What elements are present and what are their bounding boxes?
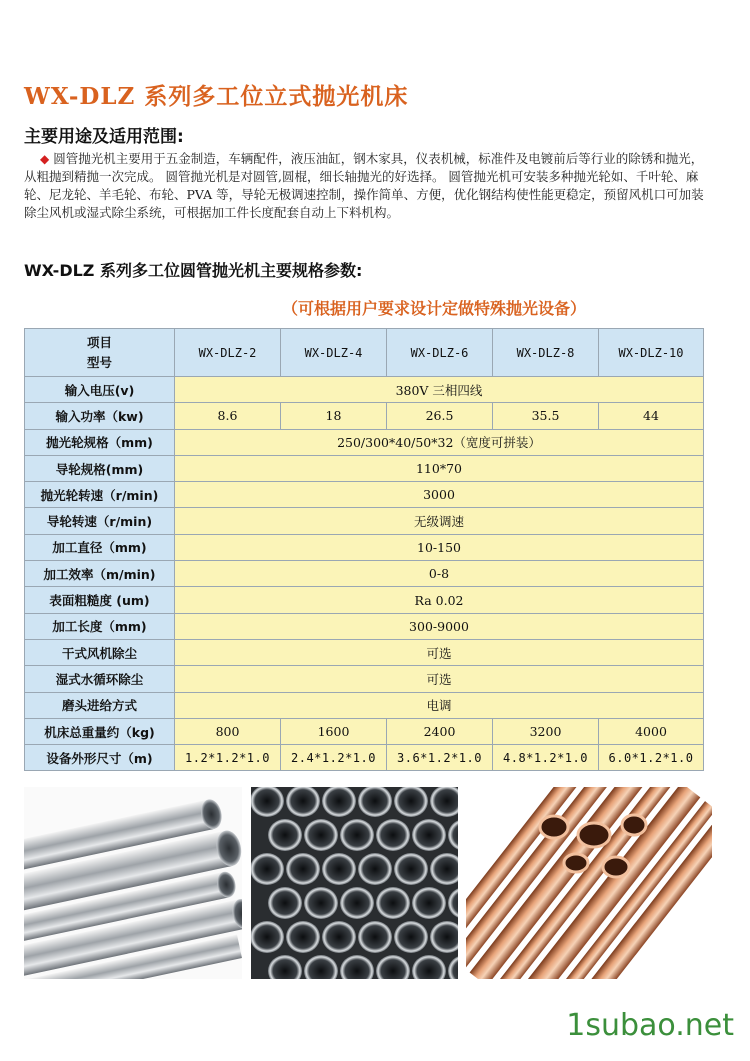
custom-design-note: （可根据用户要求设计定做特殊抛光设备）	[282, 299, 587, 318]
page-title: WX-DLZ 系列多工位立式抛光机床	[24, 83, 409, 110]
spec-row	[25, 534, 704, 560]
spec-value-cell: 300-9000	[175, 613, 704, 639]
site-watermark: 1subao.net	[566, 1008, 734, 1043]
spec-row	[25, 508, 704, 534]
steel-tubes-bundle-photo	[251, 787, 458, 979]
spec-value-cell: 0-8	[175, 561, 704, 587]
spec-row-label: 加工长度（mm)	[25, 613, 175, 639]
usage-description	[24, 150, 714, 222]
spec-value-cell: 4000	[599, 718, 704, 744]
spec-row-label: 机床总重量约（kg)	[25, 718, 175, 744]
spec-value-cell: 6.0*1.2*1.0	[599, 745, 704, 771]
spec-row-label: 湿式水循环除尘	[25, 666, 175, 692]
spec-value-cell: 1600	[281, 718, 387, 744]
spec-row-label: 设备外形尺寸（m)	[25, 745, 175, 771]
copper-pipes-photo	[466, 787, 712, 979]
spec-value-cell: 35.5	[493, 403, 599, 429]
spec-row-label: 导轮规格(mm)	[25, 455, 175, 481]
spec-row	[25, 639, 704, 665]
spec-row-label: 导轮转速（r/min)	[25, 508, 175, 534]
spec-row-label: 加工直径（mm)	[25, 534, 175, 560]
model-header: WX-DLZ-2	[175, 329, 281, 377]
spec-row-label: 干式风机除尘	[25, 639, 175, 665]
spec-row	[25, 455, 704, 481]
spec-row-label: 抛光轮转速（r/min)	[25, 482, 175, 508]
spec-value-cell: 2.4*1.2*1.0	[281, 745, 387, 771]
spec-row	[25, 403, 704, 429]
spec-value-cell: 3200	[493, 718, 599, 744]
spec-row	[25, 587, 704, 613]
header-label-cell	[25, 329, 175, 377]
spec-value-cell: 800	[175, 718, 281, 744]
spec-row	[25, 666, 704, 692]
spec-row-label: 输入功率（kw)	[25, 403, 175, 429]
spec-value-cell: 380V 三相四线	[175, 377, 704, 403]
spec-table	[24, 328, 704, 771]
spec-value-cell: 可选	[175, 666, 704, 692]
usage-description-text: 圆管抛光机主要用于五金制造，车辆配件，液压油缸，钢木家具，仪表机械，标准件及电镀前后等行业的除锈和抛光，从粗抛到精抛一次完成。 圆管抛光机是对圆管,圆棍，细长轴抛光的好选择。 圆管抛光机可安装多种抛光轮如、千叶轮、麻轮、尼龙轮、羊毛轮、布轮、PVA 等，导轮无极调速控制，操作简单、方便，优化钢结构使性能更稳定，预留风机口可加装除尘风机或湿式除尘系统，可根据加工件长度配套自动上下料机构。	[24, 151, 704, 220]
spec-value-cell: 3.6*1.2*1.0	[387, 745, 493, 771]
spec-row	[25, 377, 704, 403]
model-header: WX-DLZ-6	[387, 329, 493, 377]
spec-value-cell: 250/300*40/50*32（宽度可拼装）	[175, 429, 704, 455]
spec-row	[25, 561, 704, 587]
spec-row	[25, 745, 704, 771]
usage-heading: 主要用途及适用范围:	[24, 127, 184, 147]
spec-row-label: 磨头进给方式	[25, 692, 175, 718]
spec-row-label: 加工效率（m/min)	[25, 561, 175, 587]
spec-value-cell: Ra 0.02	[175, 587, 704, 613]
spec-row-label: 抛光轮规格（mm)	[25, 429, 175, 455]
model-header: WX-DLZ-10	[599, 329, 704, 377]
spec-value-cell: 18	[281, 403, 387, 429]
spec-row	[25, 613, 704, 639]
spec-table-header	[25, 329, 704, 377]
header-label-item: 项目	[86, 334, 112, 350]
spec-value-cell: 可选	[175, 639, 704, 665]
model-header: WX-DLZ-8	[493, 329, 599, 377]
spec-value-cell: 110*70	[175, 455, 704, 481]
spec-row	[25, 429, 704, 455]
spec-row	[25, 692, 704, 718]
spec-value-cell: 2400	[387, 718, 493, 744]
spec-row	[25, 718, 704, 744]
spec-value-cell: 10-150	[175, 534, 704, 560]
spec-value-cell: 26.5	[387, 403, 493, 429]
stainless-pipes-photo	[24, 787, 242, 979]
spec-row-label: 表面粗糙度 (um)	[25, 587, 175, 613]
spec-value-cell: 44	[599, 403, 704, 429]
spec-value-cell: 1.2*1.2*1.0	[175, 745, 281, 771]
spec-value-cell: 8.6	[175, 403, 281, 429]
spec-value-cell: 电调	[175, 692, 704, 718]
spec-heading: WX-DLZ 系列多工位圆管抛光机主要规格参数:	[24, 261, 363, 280]
spec-value-cell: 无级调速	[175, 508, 704, 534]
header-label-model: 型号	[86, 354, 112, 370]
diamond-bullet-icon: ◆	[40, 152, 50, 166]
spec-row-label: 输入电压(v)	[25, 377, 175, 403]
model-header: WX-DLZ-4	[281, 329, 387, 377]
spec-value-cell: 4.8*1.2*1.0	[493, 745, 599, 771]
spec-row	[25, 482, 704, 508]
spec-value-cell: 3000	[175, 482, 704, 508]
